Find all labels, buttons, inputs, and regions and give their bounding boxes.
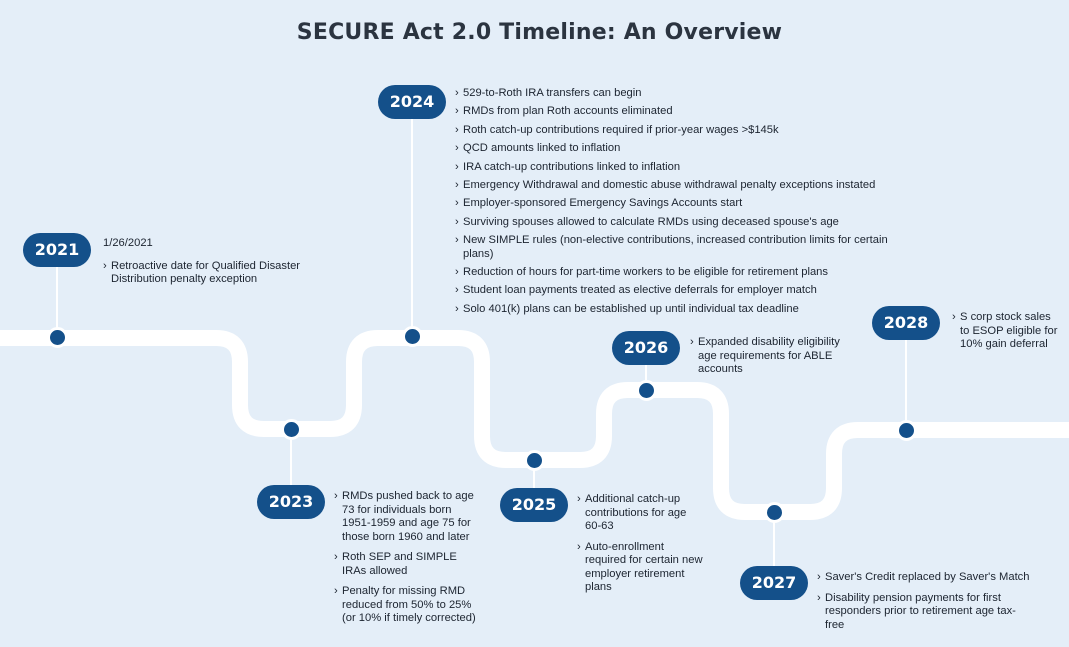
milestone-2024-item: › IRA catch-up contributions linked to inflation bbox=[455, 161, 915, 175]
year-pill-2026: 2026 bbox=[612, 331, 680, 365]
milestone-2021-date: 1/26/2021 bbox=[103, 237, 153, 249]
connector-2028 bbox=[905, 338, 907, 430]
milestone-2024-item: › RMDs from plan Roth accounts eliminated bbox=[455, 105, 915, 119]
milestone-2024-item: › Student loan payments treated as elective deferrals for employer match bbox=[455, 284, 915, 298]
milestone-dot-2023 bbox=[281, 419, 302, 440]
milestone-2025-item: › Auto-enrollment required for certain new employer retirement plans bbox=[577, 541, 705, 595]
milestone-2024-item: › QCD amounts linked to inflation bbox=[455, 142, 915, 156]
milestone-dot-2028 bbox=[896, 420, 917, 441]
year-pill-2021: 2021 bbox=[23, 233, 91, 267]
page-title: SECURE Act 2.0 Timeline: An Overview bbox=[296, 20, 783, 45]
milestone-2024-item: › Surviving spouses allowed to calculate RMDs using deceased spouse's age bbox=[455, 216, 915, 230]
milestone-2023-item: › Roth SEP and SIMPLE IRAs allowed bbox=[334, 551, 476, 578]
milestone-2024-item: › 529-to-Roth IRA transfers can begin bbox=[455, 87, 915, 101]
milestone-2024-text bbox=[455, 87, 915, 321]
milestone-2027-item: › Saver's Credit replaced by Saver's Match bbox=[817, 571, 1032, 585]
milestone-2025-text bbox=[577, 493, 705, 602]
milestone-2028-item: › S corp stock sales to ESOP eligible for 10% gain deferral bbox=[952, 311, 1060, 352]
milestone-2026-item: › Expanded disability eligibility age requirements for ABLE accounts bbox=[690, 336, 858, 377]
milestone-2023-item: › Penalty for missing RMD reduced from 50% to 25% (or 10% if timely corrected) bbox=[334, 585, 476, 626]
year-pill-2024: 2024 bbox=[378, 85, 446, 119]
year-pill-2027: 2027 bbox=[740, 566, 808, 600]
milestone-2021-text bbox=[103, 237, 313, 287]
milestone-2024-item: › Roth catch-up contributions required if prior-year wages >$145k bbox=[455, 124, 915, 138]
milestone-dot-2021 bbox=[47, 327, 68, 348]
milestone-2026-text bbox=[690, 336, 858, 377]
milestone-2023-text bbox=[334, 490, 476, 633]
milestone-2021-item: › Retroactive date for Qualified Disaster Distribution penalty exception bbox=[103, 260, 313, 287]
milestone-2024-item: › Employer-sponsored Emergency Savings Accounts start bbox=[455, 197, 915, 211]
milestone-dot-2026 bbox=[636, 380, 657, 401]
milestone-dot-2027 bbox=[764, 502, 785, 523]
milestone-2028-text bbox=[952, 311, 1060, 352]
year-pill-2025: 2025 bbox=[500, 488, 568, 522]
milestone-2024-item: › Reduction of hours for part-time workers to be eligible for retirement plans bbox=[455, 266, 915, 280]
milestone-2027-item: › Disability pension payments for first responders prior to retirement age tax-free bbox=[817, 592, 1032, 633]
milestone-2024-item: › New SIMPLE rules (non-elective contributions, increased contribution limits for certain plans) bbox=[455, 234, 915, 261]
milestone-2024-item: › Solo 401(k) plans can be established up until individual tax deadline bbox=[455, 303, 915, 317]
milestone-2025-item: › Additional catch-up contributions for age 60-63 bbox=[577, 493, 705, 534]
year-pill-2023: 2023 bbox=[257, 485, 325, 519]
milestone-2027-text bbox=[817, 571, 1032, 639]
milestone-dot-2025 bbox=[524, 450, 545, 471]
connector-2024 bbox=[411, 117, 413, 336]
milestone-2023-item: › RMDs pushed back to age 73 for individuals born 1951-1959 and age 75 for those born 1960 and later bbox=[334, 490, 476, 544]
milestone-dot-2024 bbox=[402, 326, 423, 347]
milestone-2024-item: › Emergency Withdrawal and domestic abuse withdrawal penalty exceptions instated bbox=[455, 179, 915, 193]
year-pill-2028: 2028 bbox=[872, 306, 940, 340]
